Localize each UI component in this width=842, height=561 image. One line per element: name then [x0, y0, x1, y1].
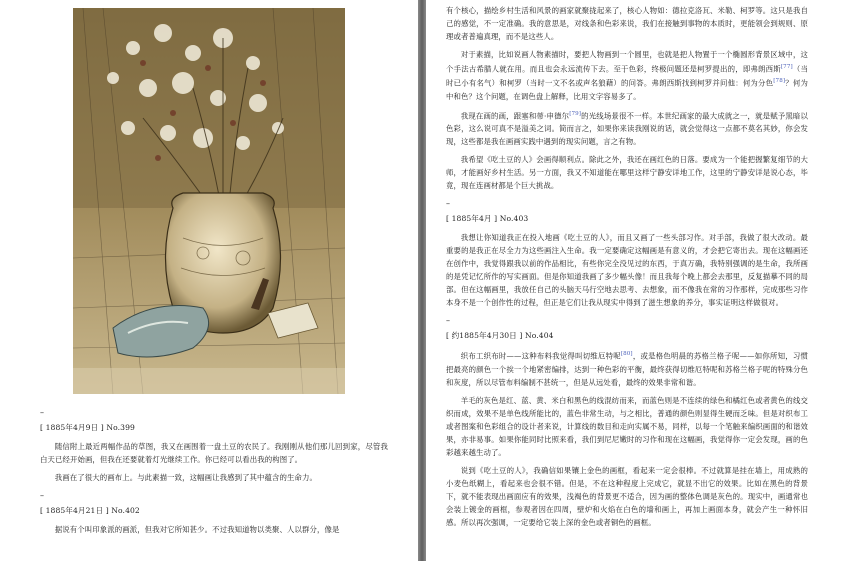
separator: –: [446, 199, 451, 209]
paragraph: 我现在画的画，跟塞和蒂·申德尔[79]的光线场景很不一样。本世纪画家的最大成就之一，就是赋予黑暗以色彩，这么说可真不是溢美之词。简而言之，如果你来读我刚说的话，就会觉得这一点都不莫名其妙，你会发现，这些都是我在画画实践中遇到的现实问题，言之有物。: [446, 110, 808, 147]
footnote-link[interactable]: [78]: [773, 78, 786, 85]
right-page: [426, 0, 842, 561]
separator: –: [446, 316, 451, 326]
paragraph: 据说有个叫印象派的画派，但我对它所知甚少。不过我知道物以类聚、人以群分，像是: [54, 525, 340, 534]
vase-painting-illustration: [73, 8, 345, 394]
paragraph: 羊毛的灰色是红、蓝、黄、米白和黑色的线混纺而来，而蓝色则是不连续的绿色和橘红色或者黄色的线交织而成，效果不是单色线所能比的，蓝色非常生动，与之相比，普通的颜色则显得生硬而乏味。但是对织布工或者图案和色彩组合的设计者来说，计算线的数目和走向实属不易，同样，以每一个笔触来编织画面的和谐效果，亦非易事。如果你能同时比照来看，我们到尼尼嫩时的习作和现在这幅画，我觉得你一定会发现，画的色彩越来越生动了。: [446, 395, 808, 457]
footnote-link[interactable]: [80]: [620, 351, 633, 358]
paragraph: 织布工织布时——这种布料我觉得叫切维厄特呢[80]，或是格色明晨的苏格兰格子呢——如你所知，习惯把最亮的颜色一个挨一个地紧密编排，达到一种色彩的平衡，最终获得切维厄特呢和苏格兰格子呢的特殊分色和灰度，所以尽管布料编制不甚统一，但是从远处看，最终的效果非常和谐。: [446, 351, 808, 387]
paragraph: 我希望《吃土豆的人》会画得顺利点。除此之外，我还在画红色的日落。要成为一个能把握繁复细节的大师，才能画好乡村生活。另一方面，我又不知道能在哪里这样宁静安详地工作，这里的宁静安详是说心态，毕竟，现在连画材都是个巨大挑战。: [446, 155, 808, 191]
paragraph: 我画在了很大的画布上。与此素描一致，这幅画让我感到了其中蕴含的生命力。: [54, 473, 317, 482]
letter-header-403: [ 1885年4月 ] No.403: [446, 214, 529, 224]
left-page: [0, 0, 418, 561]
footnote-link[interactable]: [77]: [780, 64, 793, 70]
paragraph: 对于素描，比如说画人物素描时，要把人物画到一个圆里，也就是把人物置于一个椭圆形背景区域中，这个手法古希腊人就在用。而且也会永远流传下去。至于色彩，终极问题还是柯罗提出的，即弗朗西斯[77]（当时已小有名气）和柯罗（当时一文不名或声名狼藉）的问答。弗朗西斯找到柯罗并问他：何为分色[78]？何为中和色？这个问题，在调色盘上解释，比用文字容易多了。: [446, 50, 809, 101]
paragraph: 有个核心，描绘乡村生活和风景的画家就聚拢起来了，核心人物如：德拉克洛瓦、米勒、柯罗等。这只是我自己的感觉，不一定准确。我的意思是，对线条和色彩来说，我们在接触到事物的本质时，更能领会到规则、原理或者普遍真理，而不是这些人。: [446, 6, 808, 41]
letter-header-404: [ 约1885年4月30日 ] No.404: [446, 331, 554, 341]
paragraph: 我想让你知道我正在投入地画《吃土豆的人》，而且又画了一些头部习作。对手部，我做了很大改动。最重要的是我正在尽全力为这些画注入生命。我一定要确定这幅画是有意义的，才会把它寄出去。现在这幅画还在创作中，我觉得跟我以前的作品相比，有些你完全没见过的东西，于真万确，我特别强调的是生命，我所画的是凭记忆所作的写实画面。但是你知道我画了多少幅头像！而且我每个晚上都会去那里，反复描摹不同的局部。但在这幅画里，我放任自己的头脑天马行空地去思考、去想象，而不像我在常的习作那样，完成那些习作本身不是一个创作性的过程，但正是它们让我从现实中得到了滋生想象的养分，事实证明这样做很对。: [446, 233, 808, 308]
painting-image: [73, 8, 345, 394]
right-text-column: [446, 4, 808, 534]
paragraph: 随信附上最近两幅作品的草图，我又在画围着一盘土豆的农民了。我刚刚从他们那儿回到家，尽管我白天已经开始画，但我在还要就着灯光继续工作。你已经可以看出我的构图了。: [40, 442, 388, 464]
book-gutter: [418, 0, 426, 561]
letter-header-399: [ 1885年4月9日 ] No.399: [40, 423, 135, 432]
paragraph: 说到《吃土豆的人》，我确信如果镶上金色的画框，看起来一定会很棒。不过就算是挂在墙上，用成熟的小麦色纸糊上，看起来也会很不错。但是，不在这种程度上完成它，就显不出它的效果。比如在黑色的背景下，就不能表现出画面应有的效果，浅褐色的背景更不适合，因为画的整体色调是灰色的。现实中，画通常也会装上镀金的画框，参观者因在四周，壁炉和火焰在白色的墙和画上，再加上画面本身，就会产生一种怀旧感。所以再次强调，一定要给它装上深的金色或者铜色的画框。: [446, 465, 808, 527]
separator: –: [40, 491, 45, 500]
left-text-column: [40, 402, 388, 541]
footnote-link[interactable]: [79]: [569, 110, 582, 117]
letter-header-402: [ 1885年4月21日 ] No.402: [40, 506, 140, 515]
separator: –: [40, 408, 45, 417]
